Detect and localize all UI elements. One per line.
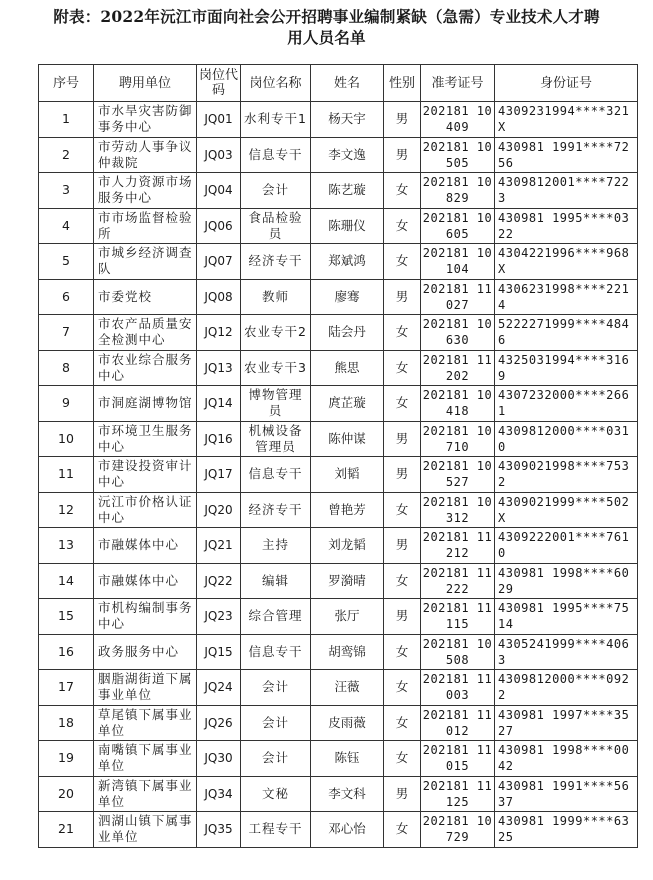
table-row — [39, 670, 638, 706]
cell-id-number: 4325031994****3169 — [495, 350, 638, 386]
cell-gender: 女 — [384, 812, 421, 848]
cell-post-name: 会计 — [241, 670, 311, 706]
cell-name: 杨天宇 — [311, 102, 384, 138]
cell-unit: 市委党校 — [94, 279, 197, 315]
cell-exam-number: 202181 10505 — [421, 137, 495, 173]
cell-unit: 市建设投资审计中心 — [94, 457, 197, 493]
cell-name: 刘韬 — [311, 457, 384, 493]
table-row — [39, 208, 638, 244]
cell-name: 刘龙韬 — [311, 528, 384, 564]
table-row — [39, 350, 638, 386]
cell-unit: 新湾镇下属事业单位 — [94, 776, 197, 812]
cell-name: 熊思 — [311, 350, 384, 386]
cell-post-code: JQ08 — [197, 279, 241, 315]
table-row — [39, 137, 638, 173]
cell-index: 7 — [39, 315, 94, 351]
cell-exam-number: 202181 11027 — [421, 279, 495, 315]
cell-id-number: 4309222001****7610 — [495, 528, 638, 564]
cell-post-name: 信息专干 — [241, 137, 311, 173]
cell-post-code: JQ16 — [197, 421, 241, 457]
cell-unit: 南嘴镇下属事业单位 — [94, 741, 197, 777]
cell-name: 郑斌鸿 — [311, 244, 384, 280]
cell-id-number: 4309021998****7532 — [495, 457, 638, 493]
cell-exam-number: 202181 11212 — [421, 528, 495, 564]
cell-index: 14 — [39, 563, 94, 599]
cell-post-name: 工程专干 — [241, 812, 311, 848]
cell-exam-number: 202181 11015 — [421, 741, 495, 777]
cell-post-name: 农业专干2 — [241, 315, 311, 351]
table-row — [39, 563, 638, 599]
cell-exam-number: 202181 10409 — [421, 102, 495, 138]
cell-id-number: 430981 1997****3527 — [495, 705, 638, 741]
cell-post-code: JQ15 — [197, 634, 241, 670]
cell-exam-number: 202181 10729 — [421, 812, 495, 848]
cell-gender: 男 — [384, 421, 421, 457]
cell-exam-number: 202181 11115 — [421, 599, 495, 635]
cell-exam-number: 202181 10829 — [421, 173, 495, 209]
cell-name: 陈仲谋 — [311, 421, 384, 457]
cell-post-name: 教师 — [241, 279, 311, 315]
cell-gender: 女 — [384, 634, 421, 670]
cell-index: 1 — [39, 102, 94, 138]
header-post-name: 岗位名称 — [241, 65, 311, 102]
cell-gender: 男 — [384, 599, 421, 635]
cell-id-number: 430981 1995****7514 — [495, 599, 638, 635]
cell-post-code: JQ30 — [197, 741, 241, 777]
cell-post-code: JQ17 — [197, 457, 241, 493]
cell-id-number: 430981 1999****6325 — [495, 812, 638, 848]
cell-exam-number: 202181 10508 — [421, 634, 495, 670]
cell-index: 11 — [39, 457, 94, 493]
cell-name: 陆会丹 — [311, 315, 384, 351]
cell-gender: 女 — [384, 386, 421, 422]
cell-post-name: 信息专干 — [241, 634, 311, 670]
table-row — [39, 386, 638, 422]
table-row — [39, 279, 638, 315]
table-row — [39, 705, 638, 741]
cell-post-code: JQ35 — [197, 812, 241, 848]
cell-gender: 女 — [384, 315, 421, 351]
cell-post-name: 信息专干 — [241, 457, 311, 493]
cell-post-code: JQ01 — [197, 102, 241, 138]
cell-post-name: 农业专干3 — [241, 350, 311, 386]
cell-name: 邓心怡 — [311, 812, 384, 848]
cell-gender: 女 — [384, 350, 421, 386]
cell-gender: 男 — [384, 776, 421, 812]
header-post-code: 岗位代码 — [197, 65, 241, 102]
header-name: 姓名 — [311, 65, 384, 102]
table-row — [39, 173, 638, 209]
cell-id-number: 4309812000****0922 — [495, 670, 638, 706]
cell-exam-number: 202181 10104 — [421, 244, 495, 280]
cell-id-number: 430981 1991****7256 — [495, 137, 638, 173]
cell-id-number: 4309231994****321X — [495, 102, 638, 138]
cell-unit: 市环境卫生服务中心 — [94, 421, 197, 457]
header-index: 序号 — [39, 65, 94, 102]
cell-index: 4 — [39, 208, 94, 244]
cell-gender: 男 — [384, 279, 421, 315]
cell-unit: 市市场监督检验所 — [94, 208, 197, 244]
cell-name: 皮雨薇 — [311, 705, 384, 741]
title-line-2: 用人员名单 — [287, 28, 366, 47]
cell-post-code: JQ04 — [197, 173, 241, 209]
cell-name: 陈钰 — [311, 741, 384, 777]
table-row — [39, 102, 638, 138]
cell-index: 3 — [39, 173, 94, 209]
cell-unit: 市农业综合服务中心 — [94, 350, 197, 386]
cell-gender: 男 — [384, 137, 421, 173]
cell-post-code: JQ34 — [197, 776, 241, 812]
cell-post-name: 会计 — [241, 173, 311, 209]
cell-post-name: 会计 — [241, 705, 311, 741]
cell-id-number: 4309812001****7223 — [495, 173, 638, 209]
table-row — [39, 741, 638, 777]
cell-unit: 市融媒体中心 — [94, 563, 197, 599]
cell-post-code: JQ06 — [197, 208, 241, 244]
table-row — [39, 244, 638, 280]
cell-gender: 女 — [384, 705, 421, 741]
cell-index: 15 — [39, 599, 94, 635]
cell-unit: 市洞庭湖博物馆 — [94, 386, 197, 422]
cell-index: 12 — [39, 492, 94, 528]
cell-exam-number: 202181 11222 — [421, 563, 495, 599]
cell-post-code: JQ03 — [197, 137, 241, 173]
cell-id-number: 430981 1998****0042 — [495, 741, 638, 777]
cell-exam-number: 202181 11202 — [421, 350, 495, 386]
cell-unit: 草尾镇下属事业单位 — [94, 705, 197, 741]
cell-unit: 沅江市价格认证中心 — [94, 492, 197, 528]
cell-post-name: 编辑 — [241, 563, 311, 599]
table-row — [39, 315, 638, 351]
table-row — [39, 776, 638, 812]
cell-post-code: JQ07 — [197, 244, 241, 280]
cell-post-name: 机械设备管理员 — [241, 421, 311, 457]
table-row — [39, 528, 638, 564]
cell-post-name: 食品检验员 — [241, 208, 311, 244]
cell-unit: 市水旱灾害防御事务中心 — [94, 102, 197, 138]
cell-index: 18 — [39, 705, 94, 741]
header-gender: 性别 — [384, 65, 421, 102]
cell-gender: 女 — [384, 492, 421, 528]
cell-unit: 胭脂湖街道下属事业单位 — [94, 670, 197, 706]
cell-name: 陈艺璇 — [311, 173, 384, 209]
cell-post-name: 综合管理 — [241, 599, 311, 635]
cell-name: 胡鸾锦 — [311, 634, 384, 670]
table-row — [39, 492, 638, 528]
cell-gender: 女 — [384, 173, 421, 209]
cell-post-name: 水利专干1 — [241, 102, 311, 138]
cell-name: 汪薇 — [311, 670, 384, 706]
cell-id-number: 430981 1991****5637 — [495, 776, 638, 812]
cell-post-code: JQ12 — [197, 315, 241, 351]
header-id-number: 身份证号 — [495, 65, 638, 102]
cell-unit: 泗湖山镇下属事业单位 — [94, 812, 197, 848]
cell-post-name: 主持 — [241, 528, 311, 564]
cell-index: 5 — [39, 244, 94, 280]
cell-exam-number: 202181 10605 — [421, 208, 495, 244]
title-line-1: 附表：2022年沅江市面向社会公开招聘事业编制紧缺（急需）专业技术人才聘 — [53, 7, 600, 26]
cell-id-number: 4309021999****502X — [495, 492, 638, 528]
cell-exam-number: 202181 11003 — [421, 670, 495, 706]
cell-index: 9 — [39, 386, 94, 422]
cell-post-code: JQ24 — [197, 670, 241, 706]
document-title — [0, 6, 653, 48]
cell-name: 廖骞 — [311, 279, 384, 315]
cell-post-code: JQ26 — [197, 705, 241, 741]
cell-id-number: 4307232000****2661 — [495, 386, 638, 422]
cell-exam-number: 202181 10630 — [421, 315, 495, 351]
cell-name: 罗漪晴 — [311, 563, 384, 599]
cell-id-number: 4309812000****0310 — [495, 421, 638, 457]
cell-index: 10 — [39, 421, 94, 457]
cell-gender: 女 — [384, 741, 421, 777]
cell-unit: 政务服务中心 — [94, 634, 197, 670]
cell-name: 曾艳芳 — [311, 492, 384, 528]
cell-post-name: 经济专干 — [241, 244, 311, 280]
cell-post-code: JQ22 — [197, 563, 241, 599]
cell-post-code: JQ20 — [197, 492, 241, 528]
cell-index: 2 — [39, 137, 94, 173]
cell-index: 20 — [39, 776, 94, 812]
cell-post-code: JQ13 — [197, 350, 241, 386]
cell-id-number: 4305241999****4063 — [495, 634, 638, 670]
cell-index: 19 — [39, 741, 94, 777]
cell-unit: 市农产品质量安全检测中心 — [94, 315, 197, 351]
cell-gender: 男 — [384, 457, 421, 493]
cell-post-name: 文秘 — [241, 776, 311, 812]
cell-post-code: JQ21 — [197, 528, 241, 564]
personnel-table — [38, 64, 638, 848]
cell-unit: 市人力资源市场服务中心 — [94, 173, 197, 209]
cell-index: 21 — [39, 812, 94, 848]
table-row — [39, 421, 638, 457]
cell-unit: 市机构编制事务中心 — [94, 599, 197, 635]
cell-name: 李文科 — [311, 776, 384, 812]
cell-exam-number: 202181 11125 — [421, 776, 495, 812]
cell-unit: 市融媒体中心 — [94, 528, 197, 564]
cell-gender: 女 — [384, 563, 421, 599]
cell-gender: 女 — [384, 244, 421, 280]
cell-index: 6 — [39, 279, 94, 315]
cell-exam-number: 202181 10527 — [421, 457, 495, 493]
cell-id-number: 5222271999****4846 — [495, 315, 638, 351]
cell-unit: 市劳动人事争议仲裁院 — [94, 137, 197, 173]
cell-gender: 女 — [384, 208, 421, 244]
cell-index: 13 — [39, 528, 94, 564]
header-exam-number: 准考证号 — [421, 65, 495, 102]
table-row — [39, 634, 638, 670]
table-row — [39, 599, 638, 635]
cell-post-code: JQ23 — [197, 599, 241, 635]
cell-gender: 男 — [384, 528, 421, 564]
cell-name: 张厅 — [311, 599, 384, 635]
cell-exam-number: 202181 10710 — [421, 421, 495, 457]
cell-name: 李文逸 — [311, 137, 384, 173]
cell-post-code: JQ14 — [197, 386, 241, 422]
cell-id-number: 4304221996****968X — [495, 244, 638, 280]
cell-unit: 市城乡经济调查队 — [94, 244, 197, 280]
cell-exam-number: 202181 10418 — [421, 386, 495, 422]
cell-exam-number: 202181 10312 — [421, 492, 495, 528]
header-unit: 聘用单位 — [94, 65, 197, 102]
cell-index: 16 — [39, 634, 94, 670]
cell-gender: 女 — [384, 670, 421, 706]
cell-post-name: 经济专干 — [241, 492, 311, 528]
cell-name: 庹芷璇 — [311, 386, 384, 422]
cell-index: 8 — [39, 350, 94, 386]
cell-name: 陈珊仪 — [311, 208, 384, 244]
cell-id-number: 4306231998****2214 — [495, 279, 638, 315]
header-row — [39, 65, 638, 102]
table-body — [39, 102, 638, 848]
table-row — [39, 812, 638, 848]
cell-index: 17 — [39, 670, 94, 706]
cell-id-number: 430981 1998****6029 — [495, 563, 638, 599]
cell-post-name: 博物管理员 — [241, 386, 311, 422]
cell-id-number: 430981 1995****0322 — [495, 208, 638, 244]
table-row — [39, 457, 638, 493]
cell-post-name: 会计 — [241, 741, 311, 777]
cell-gender: 男 — [384, 102, 421, 138]
cell-exam-number: 202181 11012 — [421, 705, 495, 741]
